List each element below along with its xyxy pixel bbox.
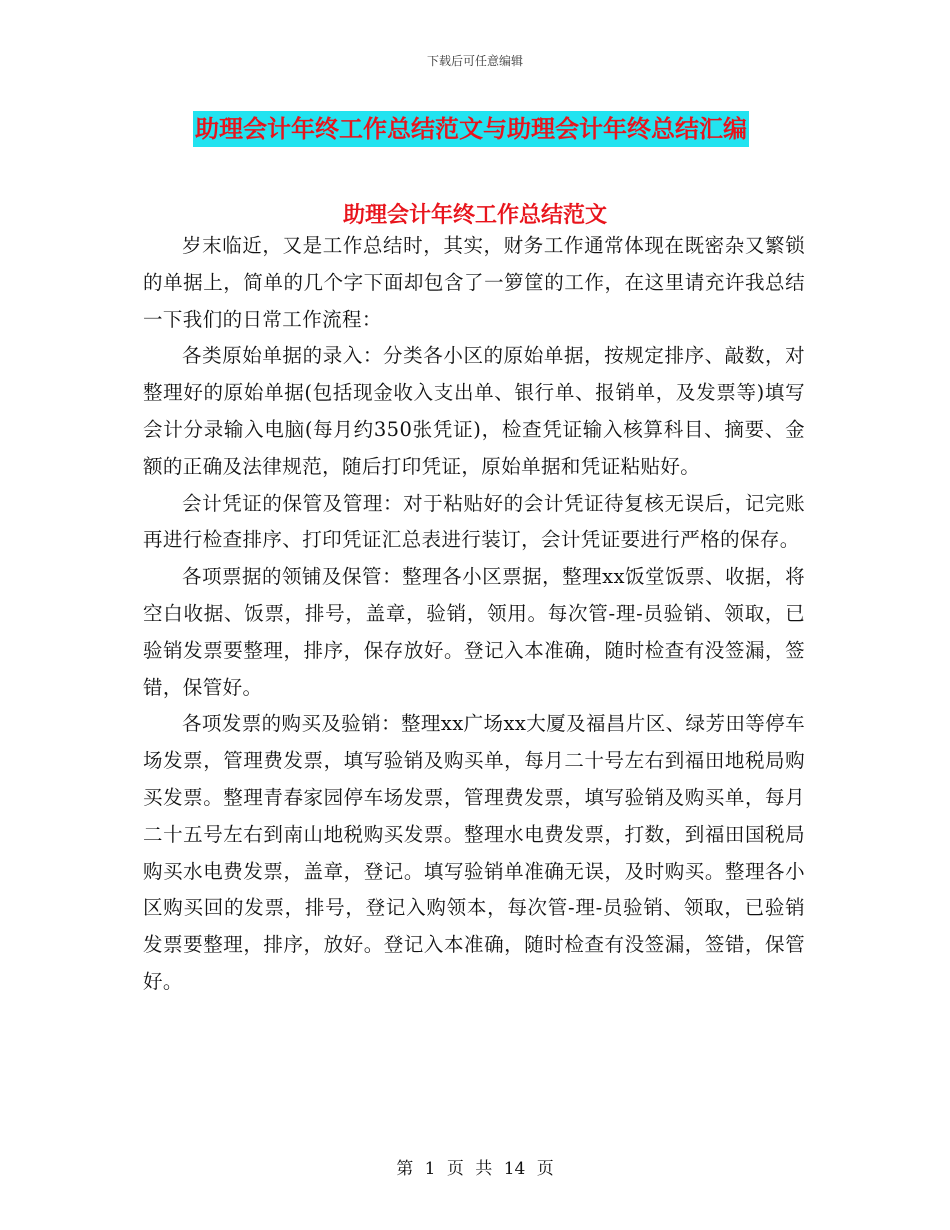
section-title: 助理会计年终工作总结范文	[342, 203, 607, 228]
paragraph-voucher-storage: 会计凭证的保管及管理：对于粘贴好的会计凭证待复核无误后，记完账再进行检查排序、打印凭证汇总表进行装订，会计凭证要进行严格的保存。	[143, 491, 805, 552]
paragraph-receipt-management: 各项票据的领铺及保管：整理各小区票据，整理xx饭堂饭票、收据，将空白收据、饭票，排号，盖章，验销，领用。每次管-理-员验销、领取，已验销发票要整理，排序，保存放好。登记入本准确，随时检查有没签漏，签错，保管好。	[143, 565, 805, 699]
page-number-footer: 第 1 页 共 14 页	[396, 1159, 554, 1179]
document-main-title: 助理会计年终工作总结范文与助理会计年终总结汇编	[193, 111, 749, 147]
paragraph-intro: 岁末临近，又是工作总结时，其实，财务工作通常体现在既密杂又繁锁的单据上，简单的几个字下面却包含了一箩筐的工作，在这里请充许我总结一下我们的日常工作流程：	[143, 234, 805, 331]
paragraph-invoice-purchase: 各项发票的购买及验销：整理xx广场xx大厦及福昌片区、绿芳田等停车场发票，管理费发票，填写验销及购买单，每月二十号左右到福田地税局购买发票。整理青春家园停车场发票，管理费发票，填写验销及购买单，每月二十五号左右到南山地税购买发票。整理水电费发票，打数，到福田国税局购买水电费发票，盖章，登记。填写验销单准确无误，及时购买。整理各小区购买回的发票，排号，登记入购领本，每次管-理-员验销、领取，已验销发票要整理，排序，放好。登记入本准确，随时检查有没签漏，签错，保管好。	[143, 712, 805, 993]
paragraph-original-documents: 各类原始单据的录入：分类各小区的原始单据，按规定排序、敲数，对整理好的原始单据(包括现金收入支出单、银行单、报销单，及发票等)填写会计分录输入电脑(每月约350张凭证)，检查凭证输入核算科目、摘要、金额的正确及法律规范，随后打印凭证，原始单据和凭证粘贴好。	[143, 344, 805, 478]
page-header-note: 下载后可任意编辑	[426, 54, 523, 68]
document-body	[143, 228, 805, 1001]
